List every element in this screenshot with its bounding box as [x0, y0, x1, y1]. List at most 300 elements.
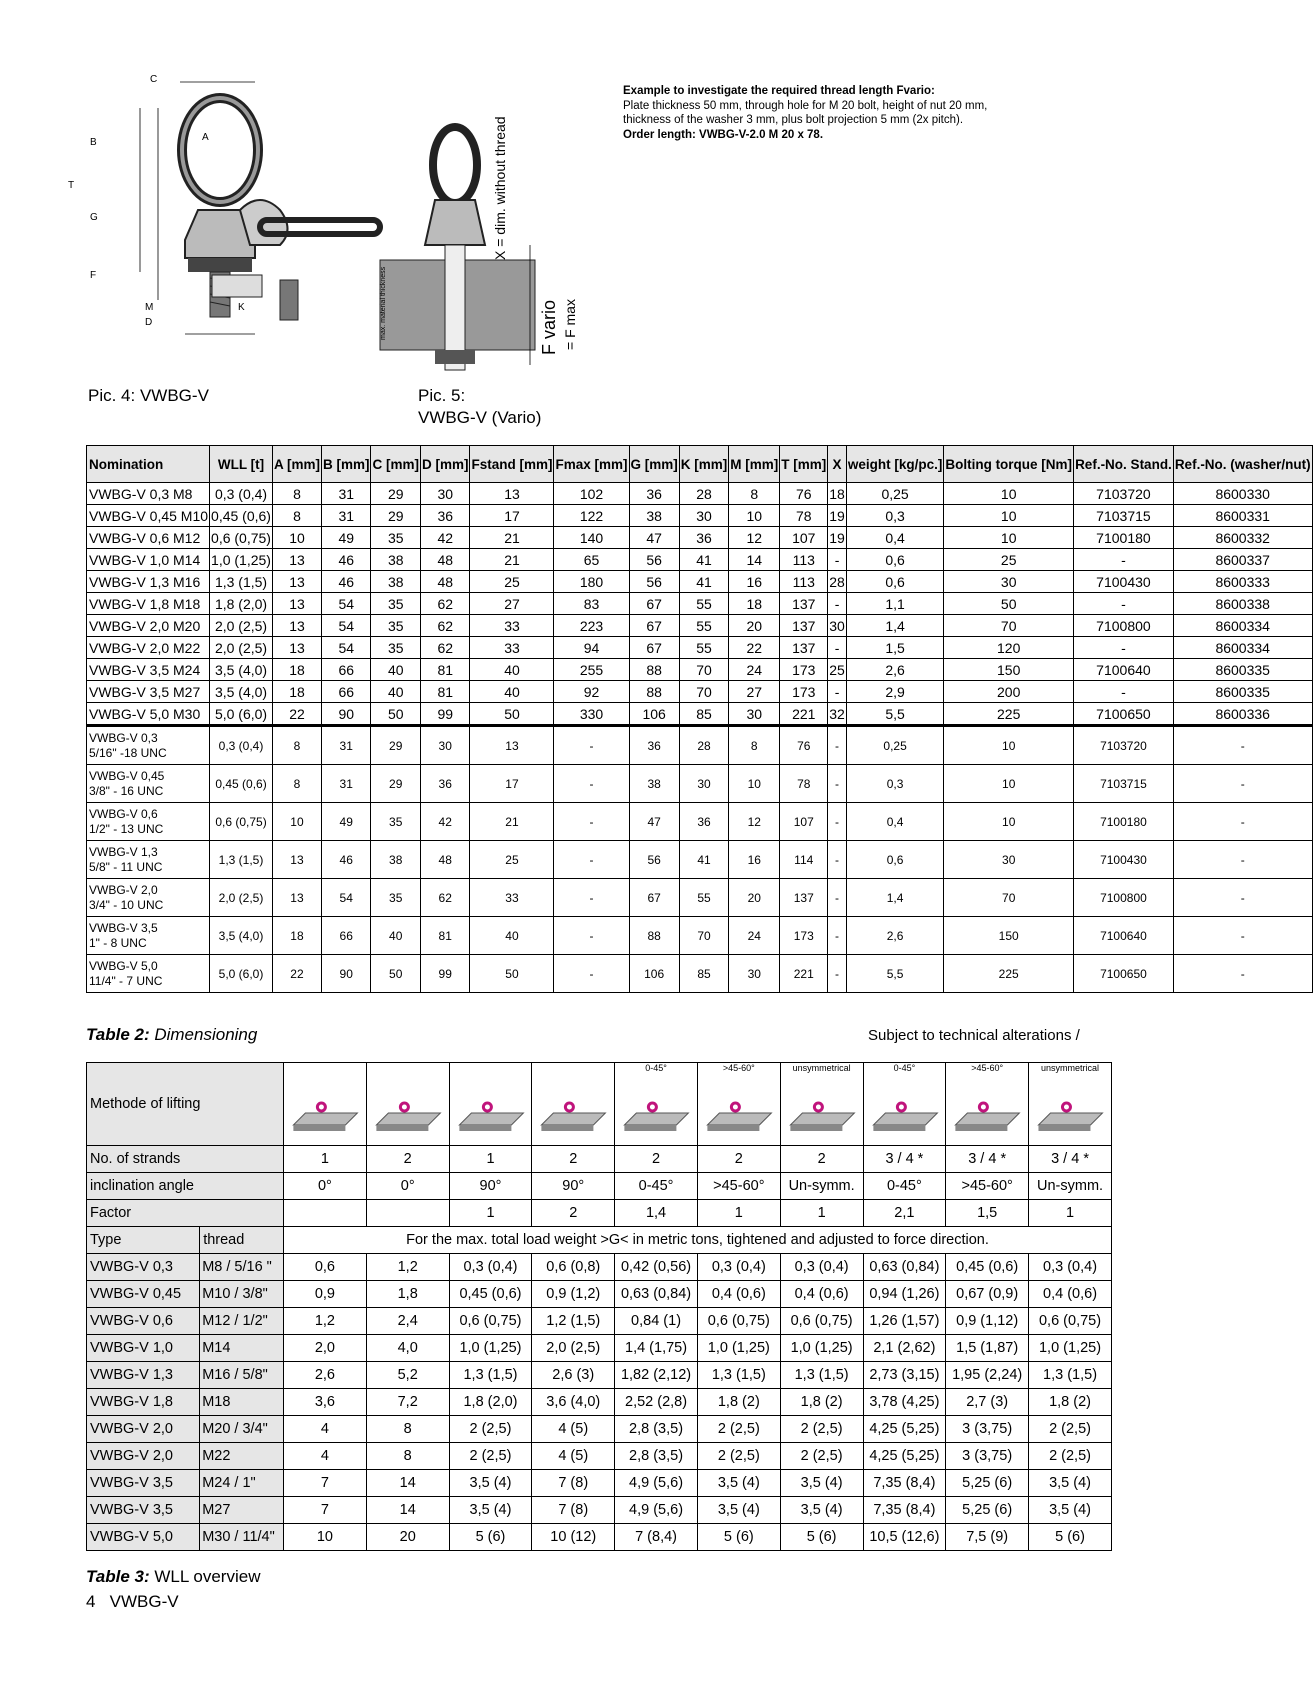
svg-text:M: M	[145, 302, 154, 313]
dim-cell: 10	[944, 505, 1074, 527]
table-row	[87, 1524, 1112, 1551]
dim-cell: 18	[729, 593, 780, 615]
dim-cell: 0,6 (0,75)	[210, 803, 273, 841]
dim-cell: 10	[729, 765, 780, 803]
wll-value-cell: 1,2	[366, 1254, 449, 1281]
wll-value-cell: 0,84 (1)	[615, 1308, 698, 1335]
wll-value-cell: 0,63 (0,84)	[863, 1254, 946, 1281]
dim-cell: 88	[629, 917, 679, 955]
dim-cell: 29	[371, 726, 421, 765]
dim-cell: 38	[629, 765, 679, 803]
dim-cell: 30	[729, 955, 780, 993]
lifting-method-icon	[781, 1073, 863, 1145]
dim-cell: 106	[629, 955, 679, 993]
dim-nomination: VWBG-V 5,0	[89, 958, 158, 973]
dim-cell: 41	[679, 549, 729, 571]
dim-cell: 13	[272, 841, 321, 879]
wll-value-cell: 2,8 (3,5)	[615, 1416, 698, 1443]
table-row	[87, 505, 1313, 527]
dim-cell: 330	[554, 703, 629, 726]
dim-cell: 7100800	[1074, 615, 1174, 637]
table-row	[87, 483, 1313, 505]
dim-cell: 55	[679, 637, 729, 659]
wll-value-cell: 2,4	[366, 1308, 449, 1335]
dim-cell: 56	[629, 549, 679, 571]
dim-cell: 0,6	[846, 571, 944, 593]
table-row	[87, 1497, 1112, 1524]
dim-cell: -	[828, 917, 847, 955]
dim-header-cell: X	[828, 446, 847, 483]
example-text	[623, 84, 1093, 142]
table-row	[87, 659, 1313, 681]
dim-thread: 3/4" - 10 UNC	[89, 897, 164, 912]
dim-cell: -	[554, 803, 629, 841]
dim-nomination: VWBG-V 0,45	[89, 768, 165, 783]
wll-value-cell: 3 (3,75)	[946, 1443, 1029, 1470]
dim-cell: 14	[729, 549, 780, 571]
lifting-method-caption: >45-60°	[722, 1063, 755, 1073]
dim-cell: 7100430	[1074, 841, 1174, 879]
dim-cell: 102	[554, 483, 629, 505]
wll-value-cell: 1,4 (1,75)	[615, 1335, 698, 1362]
table3-caption	[86, 1567, 260, 1587]
lifting-method-row	[87, 1063, 1112, 1146]
dim-thread: 1/2" - 13 UNC	[89, 821, 164, 836]
dim-header-cell: Ref.-No. (washer/nut)	[1173, 446, 1312, 483]
dim-cell: 35	[371, 593, 421, 615]
dim-cell: 25	[944, 549, 1074, 571]
dim-cell: 67	[629, 637, 679, 659]
dim-cell: 54	[321, 879, 371, 917]
dim-cell: 27	[470, 593, 554, 615]
dim-cell: 28	[679, 726, 729, 765]
dim-cell: 46	[321, 571, 371, 593]
angle-row-cell: Un-symm.	[780, 1173, 863, 1200]
figure-vwbg-v	[68, 70, 370, 370]
dim-cell: 54	[321, 593, 371, 615]
svg-text:max. material thickness: max. material thickness	[380, 266, 387, 340]
wll-value-cell: 1,8 (2)	[1029, 1389, 1112, 1416]
dim-cell: 7103720	[1074, 483, 1174, 505]
dim-cell: 22	[729, 637, 780, 659]
factor-row-label: Factor	[87, 1200, 284, 1227]
dim-cell: -	[828, 726, 847, 765]
angle-row-cell: 0°	[366, 1173, 449, 1200]
dim-cell: VWBG-V 5,0 M30	[87, 703, 210, 726]
wll-value-cell: 4	[284, 1443, 367, 1470]
wll-value-cell: 7	[284, 1470, 367, 1497]
dim-cell: -	[828, 841, 847, 879]
dim-cell: 30	[420, 483, 470, 505]
dim-cell: 8600330	[1173, 483, 1312, 505]
table-row	[87, 879, 1313, 917]
dim-cell: 36	[679, 527, 729, 549]
dim-cell: 35	[371, 879, 421, 917]
dim-nomination: VWBG-V 1,3	[89, 844, 158, 859]
dim-cell: 2,0 (2,5)	[210, 637, 273, 659]
wll-value-cell: 0,3 (0,4)	[697, 1254, 780, 1281]
lifting-method-caption	[367, 1063, 449, 1073]
table-row	[87, 593, 1313, 615]
dim-cell: 48	[420, 841, 470, 879]
dim-cell: 70	[679, 917, 729, 955]
dim-cell: 99	[420, 703, 470, 726]
page-footer	[86, 1592, 179, 1612]
dim-cell: 13	[470, 726, 554, 765]
table-row	[87, 917, 1313, 955]
dim-cell: 70	[944, 879, 1074, 917]
strands-row-cell: 1	[449, 1146, 532, 1173]
dim-cell: 1,1	[846, 593, 944, 615]
table-row	[87, 955, 1313, 993]
table-row	[87, 1362, 1112, 1389]
wll-value-cell: 1,8 (2,0)	[449, 1389, 532, 1416]
lifting-method-cell	[697, 1063, 780, 1146]
wll-value-cell: 10	[284, 1524, 367, 1551]
svg-text:C: C	[150, 74, 158, 85]
dim-cell: -	[828, 637, 847, 659]
dim-cell: 70	[944, 615, 1074, 637]
dim-cell: 150	[944, 917, 1074, 955]
dim-cell: 76	[780, 483, 828, 505]
wll-value-cell: 0,67 (0,9)	[946, 1281, 1029, 1308]
dim-cell: 40	[371, 681, 421, 703]
lifting-method-cell	[946, 1063, 1029, 1146]
wll-value-cell: 1,8 (2)	[780, 1389, 863, 1416]
example-line-2: thickness of the washer 3 mm, plus bolt projection 5 mm (2x pitch).	[623, 114, 964, 126]
table2-caption-title: Dimensioning	[154, 1025, 258, 1044]
example-order: Order length: VWBG-V-2.0 M 20 x 78.	[623, 128, 824, 141]
table-row	[87, 1443, 1112, 1470]
dim-cell: 0,45 (0,6)	[210, 765, 273, 803]
dim-cell: 38	[371, 571, 421, 593]
dim-header-cell: C [mm]	[371, 446, 421, 483]
table3-caption-label: Table 3:	[86, 1567, 150, 1586]
wll-value-cell: 1,95 (2,24)	[946, 1362, 1029, 1389]
dim-nomination-cell	[87, 841, 210, 879]
dim-header-cell: Nomination	[87, 446, 210, 483]
dim-cell: 30	[944, 841, 1074, 879]
wll-value-cell: 7 (8)	[532, 1497, 615, 1524]
dim-cell: VWBG-V 0,6 M12	[87, 527, 210, 549]
dim-cell: 31	[321, 726, 371, 765]
dim-cell: -	[554, 841, 629, 879]
dim-cell: 7100640	[1074, 659, 1174, 681]
angle-row-cell: 0°	[284, 1173, 367, 1200]
wll-value-cell: 10,5 (12,6)	[863, 1524, 946, 1551]
wll-type-cell: VWBG-V 1,3	[87, 1362, 200, 1389]
dim-cell: 40	[470, 659, 554, 681]
dim-header-cell: Ref.-No. Stand.	[1074, 446, 1174, 483]
factor-row-cell: 2	[532, 1200, 615, 1227]
dim-cell: 29	[371, 505, 421, 527]
dim-cell: 55	[679, 879, 729, 917]
dim-cell: 50	[371, 955, 421, 993]
fig4-caption: Pic. 4: VWBG-V	[88, 386, 209, 405]
wll-value-cell: 4,9 (5,6)	[615, 1470, 698, 1497]
wll-value-cell: 4,25 (5,25)	[863, 1443, 946, 1470]
dim-cell: 19	[828, 505, 847, 527]
strands-row-cell: 3 / 4 *	[863, 1146, 946, 1173]
dim-cell: 30	[729, 703, 780, 726]
dim-nomination-cell	[87, 765, 210, 803]
dim-cell: 5,0 (6,0)	[210, 703, 273, 726]
page-number: 4	[86, 1592, 96, 1611]
dim-cell: 0,4	[846, 803, 944, 841]
lifting-method-caption: 0-45°	[645, 1063, 667, 1073]
dim-cell: 41	[679, 571, 729, 593]
wll-value-cell: 7 (8,4)	[615, 1524, 698, 1551]
dim-cell: 62	[420, 615, 470, 637]
lifting-method-cell	[615, 1063, 698, 1146]
dim-cell: 90	[321, 703, 371, 726]
table-row	[87, 1254, 1112, 1281]
dim-cell: -	[1173, 841, 1312, 879]
wll-value-cell: 7,35 (8,4)	[863, 1497, 946, 1524]
wll-thread-cell: M16 / 5/8"	[200, 1362, 284, 1389]
dim-cell: 62	[420, 637, 470, 659]
wll-value-cell: 1,0 (1,25)	[449, 1335, 532, 1362]
dim-cell: 16	[729, 841, 780, 879]
dim-cell: 13	[272, 637, 321, 659]
dim-cell: 223	[554, 615, 629, 637]
wll-value-cell: 0,4 (0,6)	[780, 1281, 863, 1308]
dimension-table	[86, 445, 1313, 993]
dim-cell: 1,3 (1,5)	[210, 841, 273, 879]
wll-value-cell: 3,5 (4)	[449, 1470, 532, 1497]
dim-cell: 107	[780, 527, 828, 549]
factor-row-cell: 1,4	[615, 1200, 698, 1227]
dim-cell: 38	[629, 505, 679, 527]
wll-value-cell: 0,3 (0,4)	[1029, 1254, 1112, 1281]
dim-cell: VWBG-V 2,0 M20	[87, 615, 210, 637]
dim-cell: 22	[272, 703, 321, 726]
dim-cell: 221	[780, 703, 828, 726]
wll-thread-cell: M18	[200, 1389, 284, 1416]
dim-cell: 8	[729, 726, 780, 765]
wll-value-cell: 1,2	[284, 1308, 367, 1335]
angle-row-cell: >45-60°	[697, 1173, 780, 1200]
angle-row-cell: >45-60°	[946, 1173, 1029, 1200]
lifting-method-icon	[615, 1073, 697, 1145]
thread-label: thread	[200, 1227, 284, 1254]
dim-cell: 122	[554, 505, 629, 527]
wll-value-cell: 0,63 (0,84)	[615, 1281, 698, 1308]
wll-value-cell: 0,42 (0,56)	[615, 1254, 698, 1281]
wll-value-cell: 4	[284, 1416, 367, 1443]
dim-cell: 13	[272, 593, 321, 615]
table-row	[87, 703, 1313, 726]
dim-cell: -	[828, 681, 847, 703]
dim-cell: -	[1173, 917, 1312, 955]
dim-cell: 54	[321, 615, 371, 637]
dim-cell: 1,4	[846, 615, 944, 637]
dim-cell: 35	[371, 527, 421, 549]
dim-cell: 3,5 (4,0)	[210, 659, 273, 681]
table-row	[87, 549, 1313, 571]
dim-cell: 173	[780, 917, 828, 955]
wll-value-cell: 8	[366, 1443, 449, 1470]
strands-row-cell: 2	[532, 1146, 615, 1173]
dim-cell: -	[554, 917, 629, 955]
dim-cell: 137	[780, 615, 828, 637]
dim-cell: 85	[679, 955, 729, 993]
dim-cell: -	[1074, 637, 1174, 659]
wll-value-cell: 4,9 (5,6)	[615, 1497, 698, 1524]
dim-cell: 66	[321, 917, 371, 955]
dim-cell: 48	[420, 549, 470, 571]
dim-cell: 36	[629, 726, 679, 765]
wll-value-cell: 4,25 (5,25)	[863, 1416, 946, 1443]
dim-cell: 24	[729, 659, 780, 681]
dim-cell: VWBG-V 3,5 M27	[87, 681, 210, 703]
svg-text:B: B	[90, 137, 97, 148]
dim-cell: 18	[272, 681, 321, 703]
wll-value-cell: 2 (2,5)	[780, 1416, 863, 1443]
wll-type-cell: VWBG-V 0,6	[87, 1308, 200, 1335]
dim-nomination-cell	[87, 803, 210, 841]
svg-text:K: K	[238, 302, 245, 313]
wll-value-cell: 2,1 (2,62)	[863, 1335, 946, 1362]
lifting-method-caption: 0-45°	[893, 1063, 916, 1073]
dim-nomination: VWBG-V 2,0	[89, 882, 158, 897]
lifting-method-cell	[1029, 1063, 1112, 1146]
wll-value-cell: 1,0 (1,25)	[1029, 1335, 1112, 1362]
wll-value-cell: 3 (3,75)	[946, 1416, 1029, 1443]
dim-cell: -	[1074, 593, 1174, 615]
dim-nomination: VWBG-V 3,5	[89, 920, 158, 935]
dim-header-cell: Fmax [mm]	[554, 446, 629, 483]
wll-value-cell: 5,25 (6)	[946, 1497, 1029, 1524]
factor-row-cell: 1	[1029, 1200, 1112, 1227]
wll-value-cell: 5,25 (6)	[946, 1470, 1029, 1497]
dim-header-cell: B [mm]	[321, 446, 371, 483]
dimension-table-header	[87, 446, 1313, 483]
factor-row-cell: 1	[697, 1200, 780, 1227]
dim-thread: 3/8" - 16 UNC	[89, 783, 164, 798]
strands-row-cell: 2	[780, 1146, 863, 1173]
dim-cell: 62	[420, 593, 470, 615]
angle-row-cell: Un-symm.	[1029, 1173, 1112, 1200]
dim-cell: 25	[828, 659, 847, 681]
wll-value-cell: 5,2	[366, 1362, 449, 1389]
dim-cell: 1,5	[846, 637, 944, 659]
dim-cell: 47	[629, 527, 679, 549]
dim-cell: 30	[679, 505, 729, 527]
lifting-method-cell	[366, 1063, 449, 1146]
lifting-method-cell	[284, 1063, 367, 1146]
wll-value-cell: 0,3 (0,4)	[780, 1254, 863, 1281]
dim-header-cell: M [mm]	[729, 446, 780, 483]
dim-cell: -	[828, 955, 847, 993]
dim-cell: 3,5 (4,0)	[210, 681, 273, 703]
strands-row-cell: 2	[697, 1146, 780, 1173]
dim-cell: 67	[629, 615, 679, 637]
dim-cell: 5,0 (6,0)	[210, 955, 273, 993]
footer-doc-title: VWBG-V	[109, 1592, 179, 1611]
dim-cell: 27	[729, 681, 780, 703]
dim-cell: -	[1173, 879, 1312, 917]
figure-vwbg-v-vario	[380, 95, 580, 385]
lifting-method-icon	[1029, 1073, 1111, 1145]
wll-value-cell: 0,45 (0,6)	[449, 1281, 532, 1308]
wll-value-cell: 1,3 (1,5)	[449, 1362, 532, 1389]
wll-value-cell: 2 (2,5)	[697, 1443, 780, 1470]
dim-nomination: VWBG-V 0,3	[89, 730, 158, 745]
table-row	[87, 1416, 1112, 1443]
dim-cell: 150	[944, 659, 1074, 681]
dimension-table-body	[87, 483, 1313, 993]
wll-value-cell: 3,6	[284, 1389, 367, 1416]
dim-cell: 30	[944, 571, 1074, 593]
wll-value-cell: 7 (8)	[532, 1470, 615, 1497]
dim-cell: -	[1173, 955, 1312, 993]
dim-cell: 35	[371, 803, 421, 841]
table-row	[87, 1389, 1112, 1416]
dim-header-cell: D [mm]	[420, 446, 470, 483]
dim-cell: -	[554, 955, 629, 993]
svg-text:A: A	[202, 132, 209, 143]
dim-cell: 7103715	[1074, 505, 1174, 527]
svg-text:D: D	[145, 317, 153, 328]
dim-cell: 7100650	[1074, 703, 1174, 726]
wll-value-cell: 0,9 (1,12)	[946, 1308, 1029, 1335]
wll-value-cell: 1,82 (2,12)	[615, 1362, 698, 1389]
dim-cell: 17	[470, 765, 554, 803]
dim-cell: VWBG-V 0,3 M8	[87, 483, 210, 505]
lifting-method-icon	[450, 1073, 532, 1145]
wll-value-cell: 3,78 (4,25)	[863, 1389, 946, 1416]
wll-thread-cell: M30 / 11/4"	[200, 1524, 284, 1551]
dim-header-cell: K [mm]	[679, 446, 729, 483]
dim-cell: 36	[420, 505, 470, 527]
strands-row-cell: 2	[366, 1146, 449, 1173]
angle-row	[87, 1173, 1112, 1200]
dim-cell: 50	[944, 593, 1074, 615]
wll-thread-cell: M27	[200, 1497, 284, 1524]
wll-value-cell: 3,5 (4)	[1029, 1497, 1112, 1524]
dim-cell: 10	[729, 505, 780, 527]
dim-cell: 70	[679, 681, 729, 703]
dim-cell: 30	[679, 765, 729, 803]
dim-cell: 255	[554, 659, 629, 681]
wll-type-cell: VWBG-V 1,0	[87, 1335, 200, 1362]
dim-cell: 67	[629, 593, 679, 615]
dim-cell: 8600337	[1173, 549, 1312, 571]
dim-cell: 0,4	[846, 527, 944, 549]
factor-row-cell: 2,1	[863, 1200, 946, 1227]
dim-cell: 21	[470, 549, 554, 571]
dim-cell: 55	[679, 593, 729, 615]
dim-header-cell: Fstand [mm]	[470, 446, 554, 483]
dim-cell: 7100180	[1074, 527, 1174, 549]
dim-cell: 40	[371, 659, 421, 681]
wll-type-cell: VWBG-V 3,5	[87, 1470, 200, 1497]
wll-value-cell: 3,6 (4,0)	[532, 1389, 615, 1416]
dim-cell: 7103720	[1074, 726, 1174, 765]
lifting-method-cell	[532, 1063, 615, 1146]
lifting-method-icon	[698, 1073, 780, 1145]
dim-cell: 29	[371, 483, 421, 505]
wll-value-cell: 1,8	[366, 1281, 449, 1308]
dim-header-cell: WLL [t]	[210, 446, 273, 483]
dim-cell: 13	[272, 549, 321, 571]
wll-value-cell: 2,0 (2,5)	[532, 1335, 615, 1362]
dim-cell: VWBG-V 3,5 M24	[87, 659, 210, 681]
dim-cell: 21	[470, 527, 554, 549]
dim-cell: 113	[780, 549, 828, 571]
lifting-method-icon	[284, 1073, 366, 1145]
